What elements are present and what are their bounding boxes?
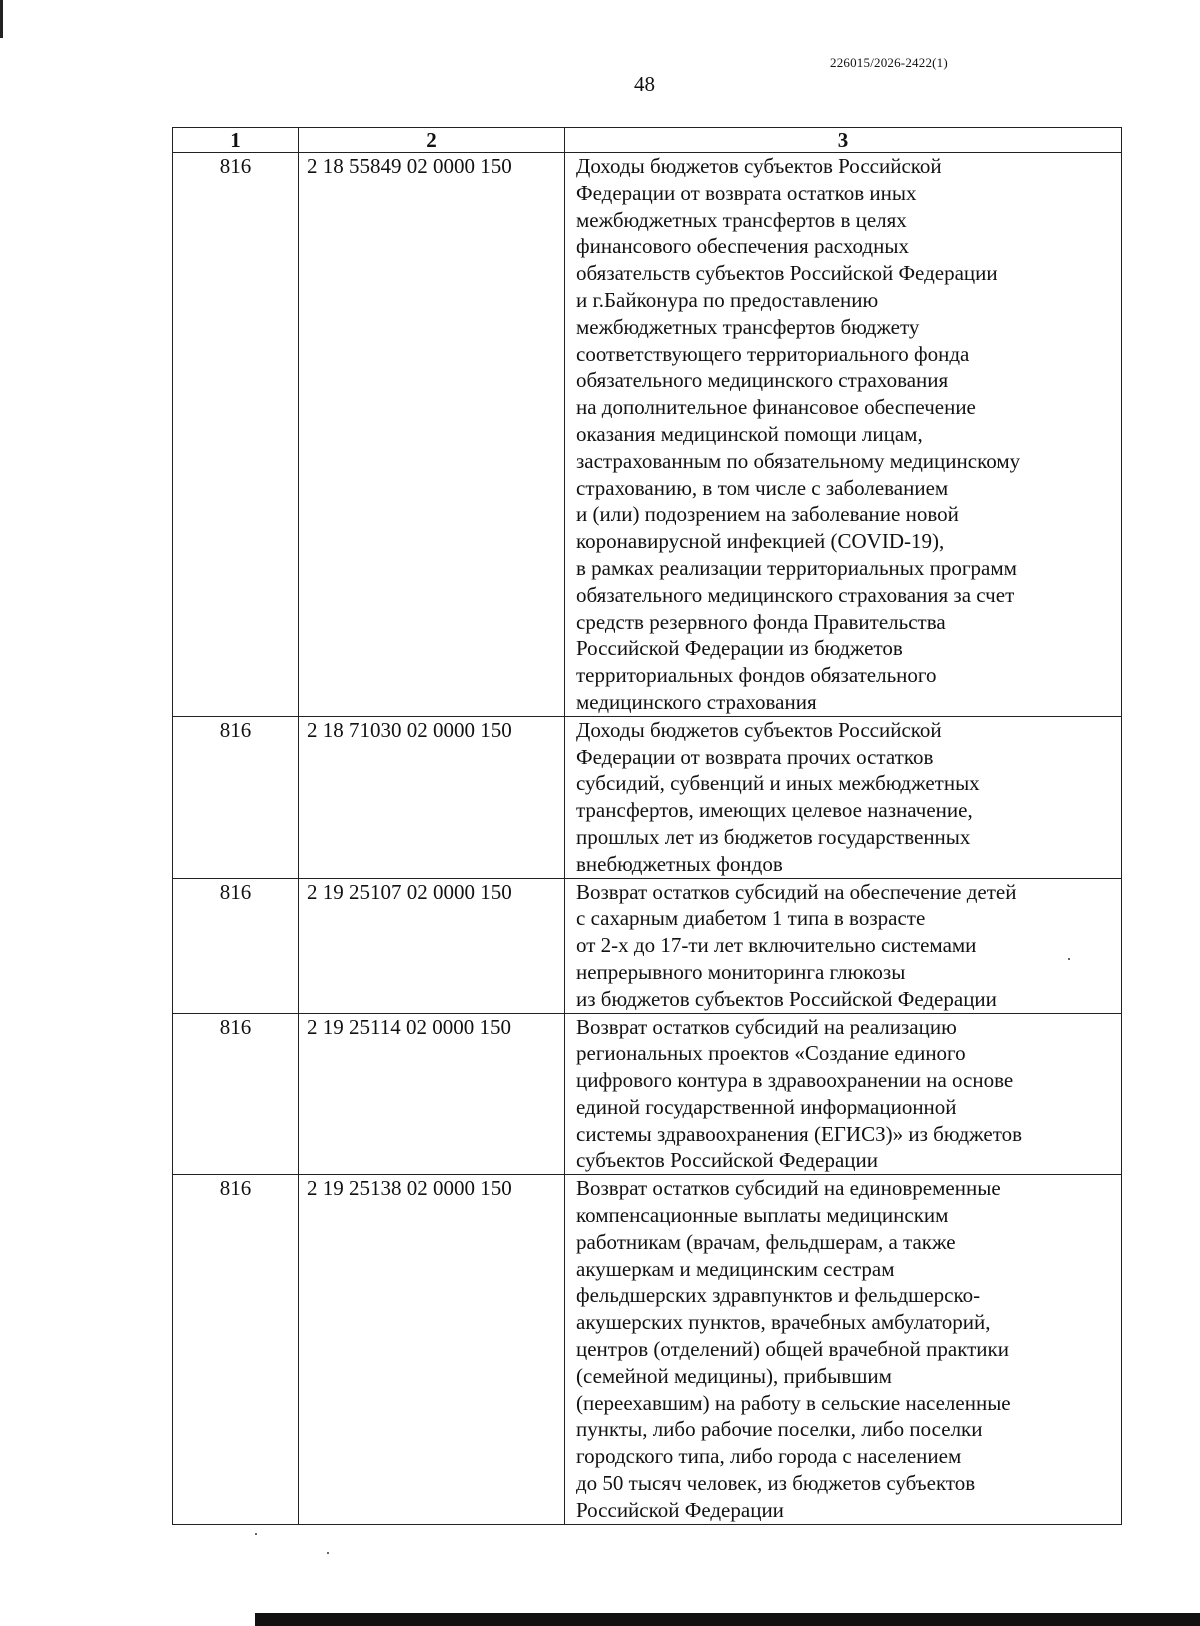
table-row	[173, 1175, 1122, 1524]
admin-code-cell: 816	[173, 878, 299, 1013]
scan-edge-mark	[0, 0, 3, 38]
description-line: (семейной медицины), прибывшим	[576, 1363, 892, 1388]
table-header-row	[173, 128, 1122, 153]
description-line: единой государственной информационной	[576, 1094, 957, 1119]
table-row	[173, 716, 1122, 878]
description-line: системы здравоохранения (ЕГИСЗ)» из бюджетов	[576, 1121, 1023, 1146]
description-line: страхованию, в том числе с заболеванием	[576, 475, 949, 500]
income-description-cell	[565, 716, 1122, 878]
description-line: Доходы бюджетов субъектов Российской	[576, 154, 942, 178]
scan-bottom-edge	[255, 1613, 1200, 1626]
description-line: городского типа, либо города с населением	[576, 1444, 962, 1469]
scan-speck	[255, 1533, 257, 1535]
budget-classification-code-cell: 2 19 25107 02 0000 150	[299, 878, 565, 1013]
description-line: в рамках реализации территориальных программ	[576, 555, 1017, 580]
budget-classification-code-cell: 2 19 25114 02 0000 150	[299, 1013, 565, 1175]
column-header-1: 1	[173, 128, 299, 153]
income-description-cell	[565, 1013, 1122, 1175]
description-line: финансового обеспечения расходных	[576, 234, 909, 259]
description-line: непрерывного мониторинга глюкозы	[576, 959, 906, 984]
description-line: и (или) подозрением на заболевание новой	[576, 502, 959, 527]
description-line: коронавирусной инфекцией (COVID-19),	[576, 529, 945, 554]
description-line: субсидий, субвенций и иных межбюджетных	[576, 771, 980, 796]
description-line: субъектов Российской Федерации	[576, 1148, 879, 1173]
admin-code-cell: 816	[173, 1175, 299, 1524]
description-line: внебюджетных фондов	[576, 851, 783, 876]
description-line: до 50 тысяч человек, из бюджетов субъектов	[576, 1471, 976, 1496]
income-description-cell	[565, 153, 1122, 717]
description-line: обязательного медицинского страхования	[576, 368, 949, 393]
description-line: компенсационные выплаты медицинским	[576, 1203, 949, 1228]
description-line: межбюджетных трансфертов бюджету	[576, 314, 920, 339]
table-row	[173, 153, 1122, 717]
description-line: акушеркам и медицинским сестрам	[576, 1256, 895, 1281]
budget-codes-table	[172, 127, 1122, 1525]
description-line: Доходы бюджетов субъектов Российской	[576, 717, 942, 742]
scan-speck	[327, 1552, 329, 1554]
description-line: (переехавшим) на работу в сельские населенные	[576, 1390, 1011, 1415]
description-line: пункты, либо рабочие поселки, либо поселки	[576, 1417, 983, 1442]
table-row	[173, 878, 1122, 1013]
document-id: 226015/2026-2422(1)	[830, 55, 948, 70]
description-line: межбюджетных трансфертов в целях	[576, 207, 907, 232]
description-line: территориальных фондов обязательного	[576, 663, 937, 688]
description-line: Возврат остатков субсидий на единовременные	[576, 1176, 1001, 1201]
budget-classification-code-cell: 2 19 25138 02 0000 150	[299, 1175, 565, 1524]
description-line: Возврат остатков субсидий на реализацию	[576, 1014, 957, 1039]
description-line: застрахованным по обязательному медицинскому	[576, 448, 1021, 473]
table-row	[173, 1013, 1122, 1175]
description-line: средств резервного фонда Правительства	[576, 609, 946, 634]
description-line: прошлых лет из бюджетов государственных	[576, 824, 971, 849]
description-line: Российской Федерации из бюджетов	[576, 636, 903, 661]
admin-code-cell: 816	[173, 153, 299, 717]
description-line: оказания медицинской помощи лицам,	[576, 421, 923, 446]
description-line: Возврат остатков субсидий на обеспечение детей	[576, 879, 1017, 904]
description-line: от 2-х до 17-ти лет включительно системами	[576, 933, 977, 958]
table-body	[173, 153, 1122, 1525]
budget-classification-code-cell: 2 18 71030 02 0000 150	[299, 716, 565, 878]
description-line: обязательств субъектов Российской Федерации	[576, 261, 998, 286]
description-line: трансфертов, имеющих целевое назначение,	[576, 798, 973, 823]
budget-classification-code-cell: 2 18 55849 02 0000 150	[299, 153, 565, 717]
description-line: из бюджетов субъектов Российской Федерации	[576, 986, 997, 1011]
description-line: с сахарным диабетом 1 типа в возрасте	[576, 906, 926, 931]
description-line: Федерации от возврата остатков иных	[576, 180, 917, 205]
description-line: региональных проектов «Создание единого	[576, 1041, 966, 1066]
income-description-cell	[565, 1175, 1122, 1524]
description-line: обязательного медицинского страхования за счет	[576, 582, 1015, 607]
description-line: цифрового контура в здравоохранении на основе	[576, 1068, 1014, 1093]
page-number: 48	[634, 72, 655, 96]
description-line: Федерации от возврата прочих остатков	[576, 744, 934, 769]
income-description-cell	[565, 878, 1122, 1013]
description-line: медицинского страхования	[576, 689, 817, 714]
description-line: соответствующего территориального фонда	[576, 341, 970, 366]
column-header-2: 2	[299, 128, 565, 153]
column-header-3: 3	[565, 128, 1122, 153]
admin-code-cell: 816	[173, 716, 299, 878]
description-line: фельдшерских здравпунктов и фельдшерско-	[576, 1283, 981, 1308]
description-line: на дополнительное финансовое обеспечение	[576, 395, 976, 420]
description-line: Российской Федерации	[576, 1497, 784, 1522]
description-line: акушерских пунктов, врачебных амбулаторий,	[576, 1310, 991, 1335]
description-line: и г.Байконура по предоставлению	[576, 287, 879, 312]
admin-code-cell: 816	[173, 1013, 299, 1175]
description-line: центров (отделений) общей врачебной практики	[576, 1337, 1009, 1362]
description-line: работникам (врачам, фельдшерам, а также	[576, 1229, 956, 1254]
